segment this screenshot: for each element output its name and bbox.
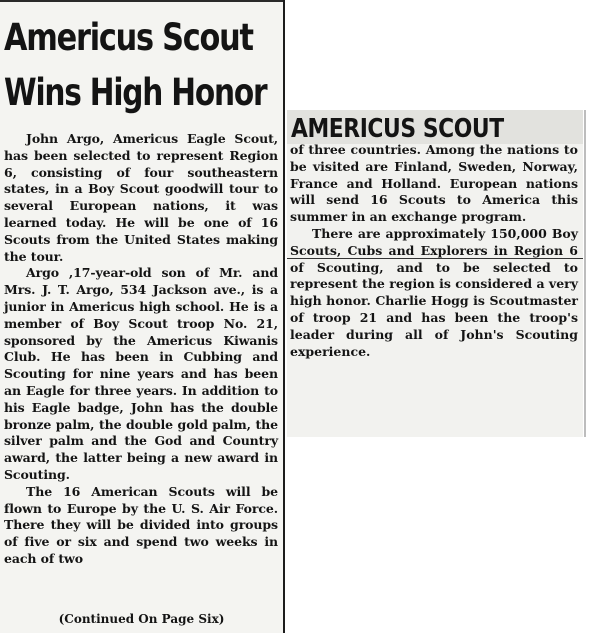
right-clipping bbox=[287, 110, 583, 437]
paragraph-rule bbox=[287, 258, 583, 259]
continuation-paragraph-1: of three countries. Among the nations to be visited are Finland, Sweden, Norway, France and Holland. European nations will send 16 Scouts to America this summer in an exchange program. bbox=[290, 142, 578, 225]
paragraph-3: The 16 American Scouts will be flown to Europe by the U. S. Air Force. There they will be divided into groups of five or six and spend two weeks in each of two bbox=[4, 483, 278, 566]
article-body bbox=[4, 131, 278, 568]
continuation-body bbox=[290, 142, 578, 360]
clipping-edge bbox=[584, 110, 586, 437]
headline-line-1: Americus Scout bbox=[4, 16, 253, 59]
continuation-headline: AMERICUS SCOUT bbox=[291, 114, 504, 144]
left-clipping bbox=[0, 0, 285, 633]
paragraph-1: John Argo, Americus Eagle Scout, has been selected to represent Region 6, consisting of four southeastern states, in a Boy Scout goodwill tour to several European nations, it was learned today. He will be one of 16 Scouts from the United States making the tour. bbox=[4, 131, 278, 264]
continuation-paragraph-2: There are approximately 150,000 Boy Scouts, Cubs and Explorers in Region 6 of Scouting, and to be selected to represent the region is considered a very high honor. Charlie Hogg is Scoutmaster of troop 21 and has been the troop's leader during all of John's Scouting experience. bbox=[290, 225, 578, 359]
paragraph-2: Argo ,17-year-old son of Mr. and Mrs. J. T. Argo, 534 Jackson ave., is a junior in Americus high school. He is a member of Boy Scout troop No. 21, sponsored by the Americus Kiwanis Club. He has been in Cubbing and Scouting for nine years and has been an Eagle for three years. In addition to his Eagle badge, John has the double bronze palm, the double gold palm, the silver palm and the God and Country award, the latter being a new award in Scouting. bbox=[4, 265, 278, 482]
top-rule bbox=[0, 0, 283, 2]
headline-line-2: Wins High Honor bbox=[4, 71, 267, 114]
continued-line: (Continued On Page Six) bbox=[58, 612, 225, 626]
